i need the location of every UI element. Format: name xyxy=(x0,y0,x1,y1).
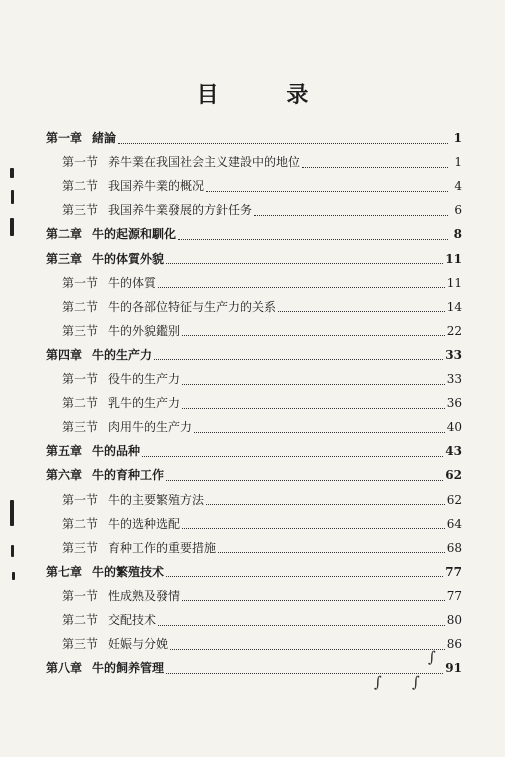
dot-leader xyxy=(206,494,445,505)
entry-title: 役牛的生产力 xyxy=(108,372,181,386)
toc-entry-label xyxy=(62,371,180,387)
chapter-number: 第六章 xyxy=(46,468,83,483)
chapter-number: 第四章 xyxy=(46,347,83,362)
entry-title: 牛的外貌鑑别 xyxy=(108,323,181,338)
dot-leader xyxy=(302,157,448,168)
entry-title: 牛的体質 xyxy=(108,275,157,290)
page-number: 8 xyxy=(453,227,462,242)
page-number: 1 xyxy=(454,155,462,170)
toc-entry-label xyxy=(62,516,180,532)
toc-chapter-entry xyxy=(46,443,462,459)
entry-title: 牛的选种选配 xyxy=(108,516,181,531)
entry-title: 牛的体質外貌 xyxy=(92,251,165,266)
entry-title: 我国养牛業的概况 xyxy=(108,179,205,194)
page-number: 11 xyxy=(445,251,462,266)
toc-entry-label xyxy=(62,154,300,170)
chapter-number: 第三章 xyxy=(46,251,83,266)
toc-chapter-entry xyxy=(46,564,462,580)
chapter-number: 第八章 xyxy=(46,661,83,676)
toc-entry-label xyxy=(46,251,164,267)
entry-title: 緒論 xyxy=(92,131,117,145)
toc-entry-label xyxy=(62,275,156,291)
toc-entry-label xyxy=(46,467,164,483)
handwritten-mark: ∫ xyxy=(412,673,420,691)
dot-leader xyxy=(158,615,445,626)
entry-title: 牛的飼养管理 xyxy=(92,661,165,676)
toc-entry-label xyxy=(62,492,204,508)
page-number: 6 xyxy=(454,203,462,218)
entry-title: 肉用牛的生产力 xyxy=(108,420,193,435)
toc-section-entry xyxy=(62,419,462,435)
toc-section-entry xyxy=(62,371,462,387)
page-number: 68 xyxy=(446,540,462,555)
chapter-number: 第七章 xyxy=(46,564,83,579)
binding-mark xyxy=(10,500,14,526)
toc-chapter-entry xyxy=(46,467,462,483)
entry-title: 妊娠与分娩 xyxy=(108,637,169,652)
section-number: 第一节 xyxy=(62,588,99,603)
dot-leader xyxy=(154,349,443,360)
entry-title: 牛的各部位特征与生产力的关系 xyxy=(108,299,277,314)
page-number: 40 xyxy=(446,420,462,435)
toc-section-entry xyxy=(62,323,462,339)
binding-mark xyxy=(10,218,14,236)
toc-entry-label xyxy=(62,178,204,194)
toc-entry-label xyxy=(46,443,140,459)
toc-section-entry xyxy=(62,178,462,194)
toc-entry-label xyxy=(62,323,180,339)
section-number: 第三节 xyxy=(62,540,99,555)
dot-leader xyxy=(278,301,445,312)
toc-section-entry xyxy=(62,636,462,652)
toc-entry-label xyxy=(46,130,116,146)
toc-section-entry xyxy=(62,540,462,556)
binding-mark xyxy=(11,190,14,204)
dot-leader xyxy=(178,229,448,240)
toc-section-entry xyxy=(62,588,462,604)
toc-entry-label xyxy=(62,612,156,628)
toc-entry-label xyxy=(62,395,180,411)
entry-title: 我国养牛業發展的方針任务 xyxy=(108,203,253,218)
dot-leader xyxy=(142,446,443,457)
toc-section-entry xyxy=(62,492,462,508)
dot-leader xyxy=(166,470,443,481)
dot-leader xyxy=(194,422,445,433)
page-number: 1 xyxy=(453,131,462,145)
toc-chapter-entry xyxy=(46,130,462,146)
toc-entry-label xyxy=(62,419,192,435)
page-number: 64 xyxy=(446,516,462,531)
entry-title: 牛的生产力 xyxy=(92,347,153,362)
dot-leader xyxy=(166,253,443,264)
dot-leader xyxy=(254,205,448,216)
toc-entry-label xyxy=(62,202,252,218)
section-number: 第二节 xyxy=(62,613,99,627)
section-number: 第一节 xyxy=(62,492,99,507)
page-number: 33 xyxy=(446,372,462,386)
handwritten-mark: ∫ xyxy=(374,673,382,691)
page-number: 14 xyxy=(446,299,462,314)
toc-section-entry xyxy=(62,395,462,411)
dot-leader xyxy=(182,518,445,529)
page-number: 22 xyxy=(446,323,462,338)
dot-leader xyxy=(206,181,448,192)
dot-leader xyxy=(170,639,445,650)
section-number: 第二节 xyxy=(62,299,99,314)
section-number: 第一节 xyxy=(62,275,99,290)
dot-leader xyxy=(158,277,445,288)
dot-leader xyxy=(182,398,445,409)
page-number: 33 xyxy=(445,347,462,362)
toc-section-entry xyxy=(62,275,462,291)
page-number: 86 xyxy=(446,637,462,652)
entry-title: 牛的繁殖技术 xyxy=(92,564,165,579)
toc-entry-label xyxy=(62,540,216,556)
entry-title: 乳牛的生产力 xyxy=(108,396,181,411)
toc-entry-label xyxy=(46,660,164,676)
dot-leader xyxy=(166,663,443,674)
toc-section-entry xyxy=(62,612,462,628)
toc-entry-label xyxy=(62,636,168,652)
chapter-number: 第一章 xyxy=(46,131,83,145)
page-number: 77 xyxy=(445,564,462,579)
toc-section-entry xyxy=(62,299,462,315)
entry-title: 牛的品种 xyxy=(92,444,141,459)
binding-mark xyxy=(10,168,14,178)
page-number: 43 xyxy=(445,444,462,459)
toc-section-entry xyxy=(62,154,462,170)
page-number: 77 xyxy=(446,588,462,603)
section-number: 第一节 xyxy=(62,372,99,386)
dot-leader xyxy=(166,566,443,577)
dot-leader xyxy=(182,374,445,385)
section-number: 第二节 xyxy=(62,179,99,194)
entry-title: 养牛業在我国社会主义建設中的地位 xyxy=(108,155,301,170)
dot-leader xyxy=(182,590,445,601)
section-number: 第二节 xyxy=(62,516,99,531)
page-number: 80 xyxy=(446,613,462,627)
entry-title: 牛的起源和馴化 xyxy=(92,227,177,242)
section-number: 第三节 xyxy=(62,420,99,435)
dot-leader xyxy=(218,542,445,553)
toc-entry-label xyxy=(46,226,176,242)
page-number: 62 xyxy=(445,468,462,483)
page-number: 62 xyxy=(446,492,462,507)
toc-entry-label xyxy=(62,299,276,315)
section-number: 第三节 xyxy=(62,637,99,652)
toc-section-entry xyxy=(62,516,462,532)
section-number: 第一节 xyxy=(62,155,99,170)
page-number: 11 xyxy=(446,275,462,290)
chapter-number: 第二章 xyxy=(46,227,83,242)
entry-title: 牛的育种工作 xyxy=(92,468,165,483)
binding-mark xyxy=(12,572,15,580)
section-number: 第二节 xyxy=(62,396,99,411)
toc-chapter-entry xyxy=(46,347,462,363)
toc-entry-label xyxy=(46,564,164,580)
toc-chapter-entry xyxy=(46,226,462,242)
handwritten-mark: ∫ xyxy=(428,648,436,666)
section-number: 第三节 xyxy=(62,323,99,338)
page-number: 91 xyxy=(445,661,462,676)
entry-title: 牛的主要繁殖方法 xyxy=(108,492,205,507)
section-number: 第三节 xyxy=(62,203,99,218)
binding-mark xyxy=(11,545,14,557)
page-number: 36 xyxy=(446,396,462,411)
toc-entry-label xyxy=(46,347,152,363)
entry-title: 性成熟及發情 xyxy=(108,588,181,603)
toc-entry-label xyxy=(62,588,180,604)
dot-leader xyxy=(182,325,445,336)
chapter-number: 第五章 xyxy=(46,444,83,459)
toc-chapter-entry xyxy=(46,251,462,267)
toc-chapter-entry xyxy=(46,660,462,676)
page-title: 目 录 xyxy=(196,82,339,108)
dot-leader xyxy=(118,133,448,144)
entry-title: 育种工作的重要措施 xyxy=(108,540,217,555)
page-number: 4 xyxy=(454,179,462,194)
toc-section-entry xyxy=(62,202,462,218)
entry-title: 交配技术 xyxy=(108,613,157,627)
